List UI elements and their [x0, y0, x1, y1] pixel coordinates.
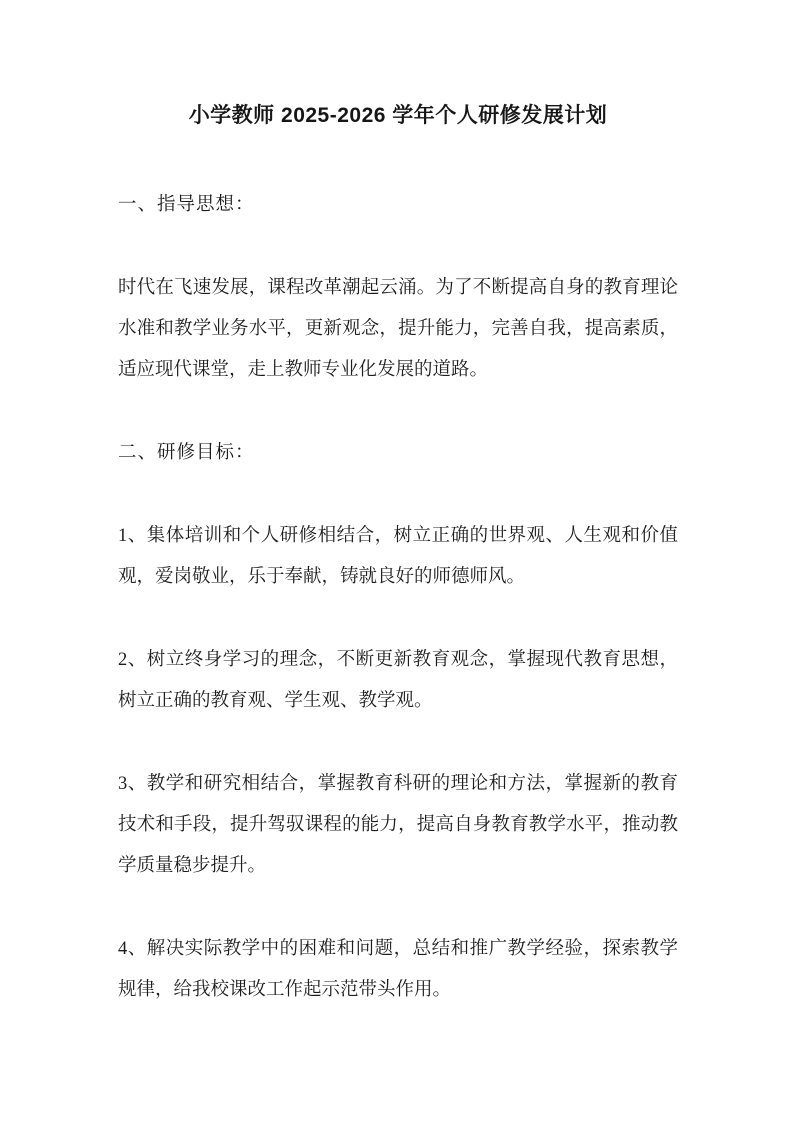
section-heading-guiding-ideology: 一、指导思想： [118, 195, 255, 215]
section-heading-research-goals: 二、研修目标： [118, 443, 255, 463]
paragraph-goal-1: 1、集体培训和个人研修相结合，树立正确的世界观、人生观和价值观，爱岗敬业，乐于奉献，铸就良好的师德师风。 [118, 526, 678, 587]
paragraph-goal-3: 3、教学和研究相结合，掌握教育科研的理论和方法，掌握新的教育技术和手段，提升驾驭课程的能力，提高自身教育教学水平，推动教学质量稳步提升。 [118, 774, 678, 876]
paragraph-goal-4: 4、解决实际教学中的困难和问题，总结和推广教学经验，探索教学规律，给我校课改工作起示范带头作用。 [118, 939, 678, 1000]
paragraph-guiding-ideology: 时代在飞速发展，课程改革潮起云涌。为了不断提高自身的教育理论水准和教学业务水平，更新观念，提升能力，完善自我，提高素质，适应现代课堂，走上教师专业化发展的道路。 [118, 278, 678, 380]
document-title: 小学教师 2025-2026 学年个人研修发展计划 [188, 104, 608, 127]
paragraph-goal-2: 2、树立终身学习的理念，不断更新教育观念，掌握现代教育思想，树立正确的教育观、学生观、教学观。 [118, 650, 678, 711]
